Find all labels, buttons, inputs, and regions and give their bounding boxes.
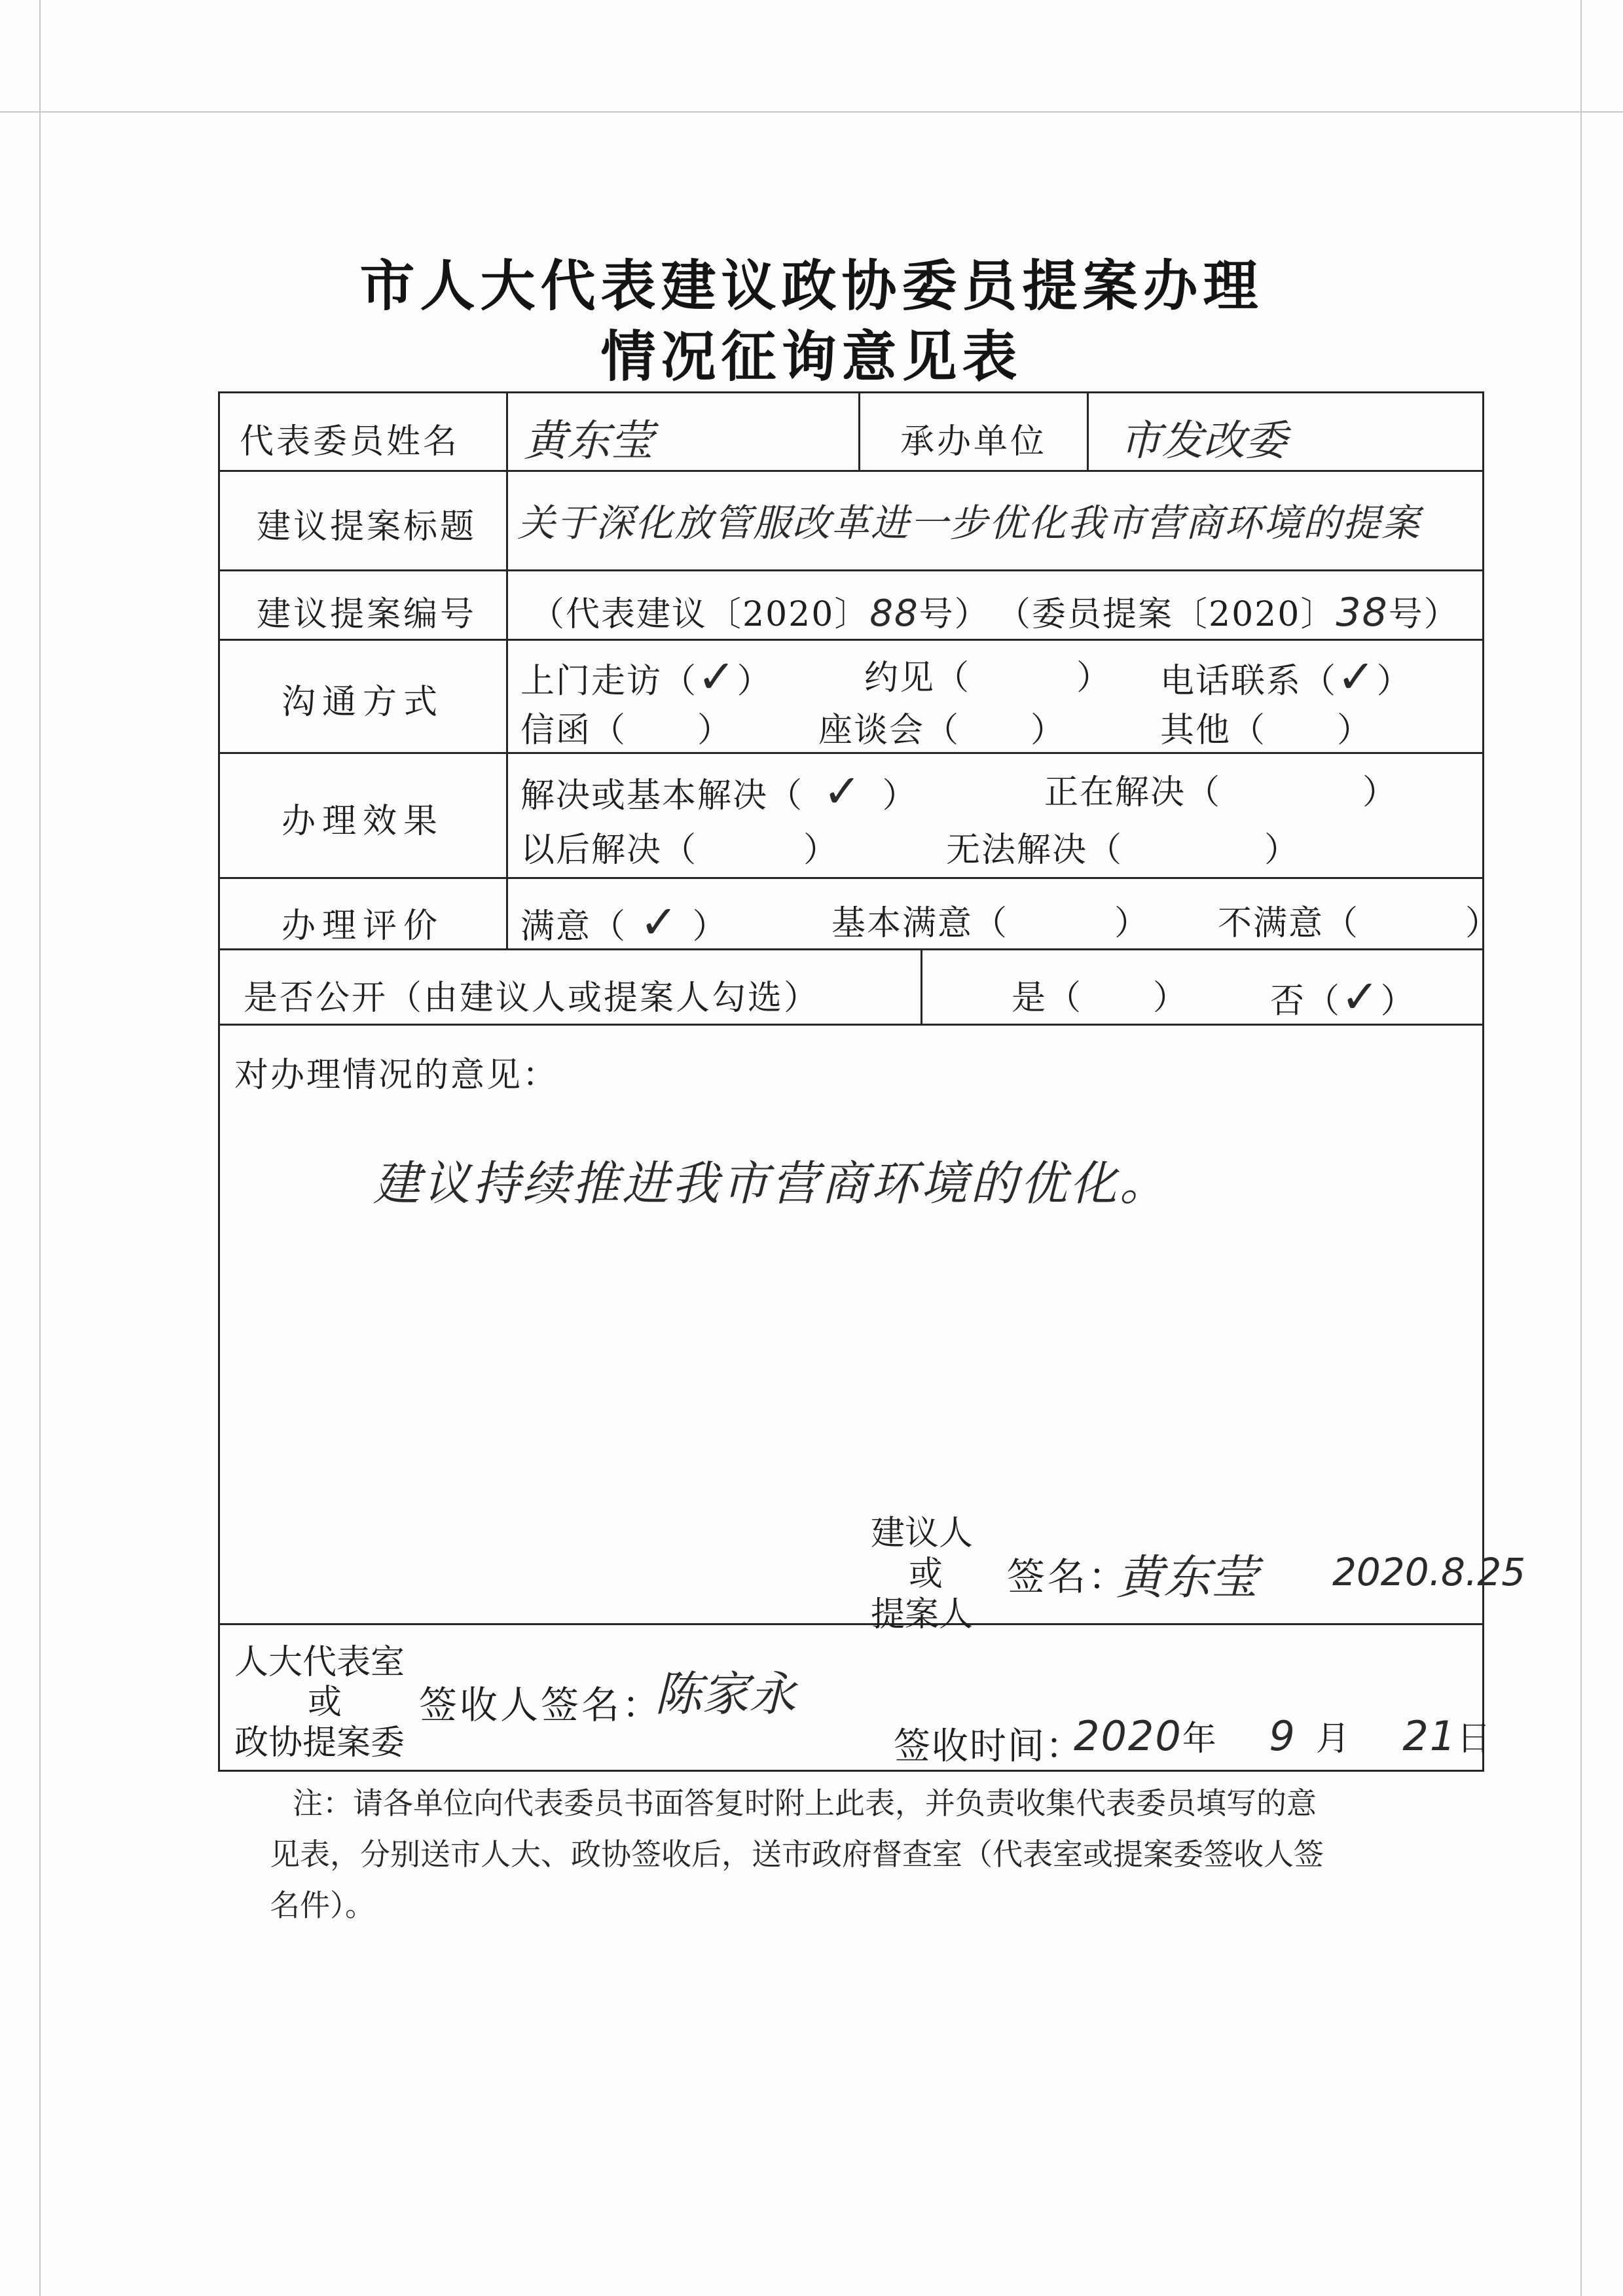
effect-option-in-progress: 正在解决（ ） [1044,773,1398,812]
rep-name-handwritten: 黄东莹 [524,416,653,466]
row-divider [218,1623,1484,1625]
footnote-line-2: 见表，分别送市人大、政协签收后，送市政府督查室（代表室或提案委签收人签 [270,1837,1324,1872]
receiver-sign-label: 签收人签名： [419,1683,663,1727]
rep-suggestion-number [530,586,990,636]
eval-option-satisfied: 满意（ ✓ ） [520,895,728,949]
rep-name-label: 代表委员姓名 [240,422,460,461]
comm-option-other: 其他（ ） [1160,711,1373,750]
receive-year-handwritten: 2020 [1074,1712,1182,1760]
mem-number-prefix: （委员提案〔2020〕 [996,595,1336,634]
row-divider [218,948,1484,950]
comm-option-letter: 信函（ ） [520,711,733,750]
checkmark-icon: ✓ [1341,970,1381,1024]
public-option-no: 否（✓） [1270,970,1416,1024]
mem-number-suffix: 号） [1388,595,1459,634]
checkmark-icon: ✓ [640,895,680,949]
footnote-line-3: 名件）。 [270,1888,375,1923]
evaluation-label: 办理评价 [282,906,445,946]
checkmark-icon: ✓ [1337,650,1377,704]
public-disclosure-label: 是否公开（由建议人或提案人勾选） [244,978,820,1018]
public-column-divider [921,948,922,1026]
member-proposal-number [996,586,1459,636]
eval-option-basic: 基本满意（ ） [831,904,1150,943]
row-divider [218,569,1484,571]
checkmark-icon: ✓ [697,650,737,704]
mem-number-handwritten: 38 [1336,590,1389,636]
public-option-yes: 是（ ） [1012,978,1189,1018]
proposal-title-label: 建议提案标题 [257,507,477,547]
table-border-top [218,391,1484,393]
row-divider [218,639,1484,641]
handling-effect-label: 办理效果 [282,802,445,841]
comm-option-visit: 上门走访（✓） [520,650,773,704]
footnote-line-1: 注：请各单位向代表委员书面答复时附上此表，并负责收集代表委员填写的意 [293,1785,1317,1821]
effect-option-resolved: 解决或基本解决（ ✓ ） [520,764,918,818]
row-divider [218,752,1484,754]
comm-option-meeting: 座谈会（ ） [818,711,1067,750]
checkmark-icon: ✓ [823,764,863,818]
handling-unit-label: 承办单位 [900,422,1048,461]
opinion-handwritten: 建议持续推进我市营商环境的优化。 [373,1156,1170,1211]
form-title-line-1: 市人大代表建议政协委员提案办理 [359,253,1264,318]
receiving-office-1: 人大代表室 [234,1643,405,1682]
table-border-bottom [218,1770,1484,1772]
receive-day-handwritten: 21 [1402,1712,1457,1760]
proposer-sign-label: 签名： [1007,1554,1129,1599]
receiver-signature: 陈家永 [655,1666,797,1721]
comm-option-appointment: 约见（ ） [864,658,1112,698]
signer-role-1: 建议人 [871,1514,974,1553]
receive-time-label: 签收时间： [894,1725,1084,1768]
proposal-title-handwritten: 关于深化放管服改革进一步优化我市营商环境的提案 [517,501,1421,545]
table-border-left [218,391,220,1772]
receive-date: 2020年 9 月 21日 [1074,1712,1493,1760]
row-divider [218,877,1484,879]
form-title-line-2: 情况征询意见表 [600,324,1023,389]
effect-option-later: 以后解决（ ） [520,831,839,870]
signer-role-3: 提案人 [871,1595,974,1634]
proposer-sign-date: 2020.8.25 [1332,1550,1526,1594]
rep-number-prefix: （代表建议〔2020〕 [530,595,870,634]
rep-number-handwritten: 88 [869,592,919,635]
comm-option-phone: 电话联系（✓） [1160,650,1412,704]
unit-column-divider [858,391,860,471]
receiving-office-2: 或 [308,1683,342,1722]
handling-unit-handwritten: 市发改委 [1120,417,1287,465]
row-divider [218,1024,1484,1026]
unit-column-divider [1087,391,1089,471]
communication-method-label: 沟通方式 [282,683,445,722]
receive-month-handwritten: 9 [1269,1712,1296,1760]
eval-option-unsatisfied: 不满意（ ） [1218,904,1501,943]
row-divider [218,470,1484,472]
effect-option-unable: 无法解决（ ） [946,831,1300,870]
proposer-signature: 黄东莹 [1116,1550,1258,1605]
proposal-number-label: 建议提案编号 [257,595,477,634]
receiving-office-3: 政协提案委 [234,1723,405,1763]
scan-edge-top [0,111,1623,113]
rep-number-suffix: 号） [919,595,990,634]
opinion-label: 对办理情况的意见： [234,1056,559,1095]
label-column-divider [506,391,508,950]
signer-role-2: 或 [909,1554,943,1594]
